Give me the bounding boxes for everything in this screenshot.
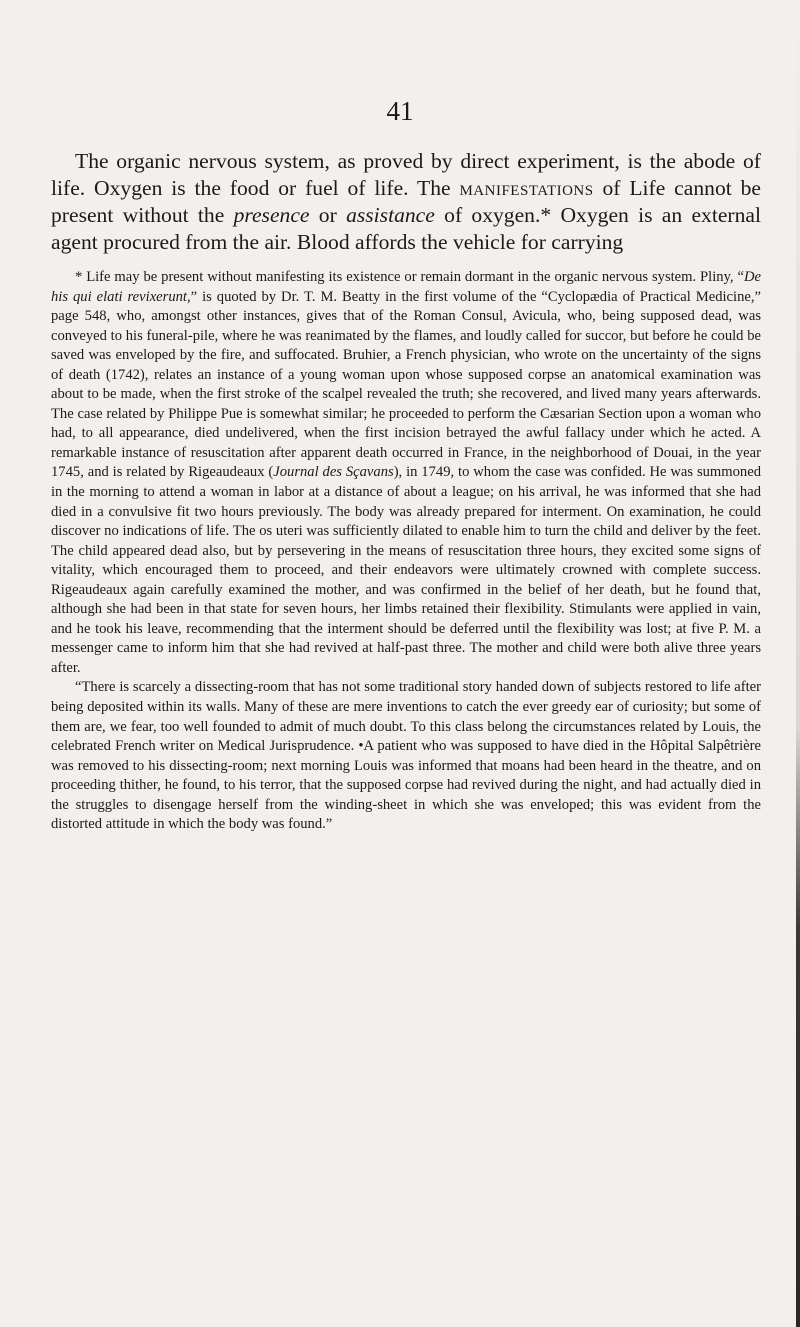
main-text: [51, 148, 761, 256]
footnote: [51, 268, 761, 835]
main-paragraph: [51, 148, 761, 256]
footnote-journal-title: Journal des Sçavans: [273, 464, 394, 481]
footnote-text-part-2: ” is quoted by Dr. T. M. Beatty in the first volume of the “Cyclopædia of Practical Medicine,” page 548, who, amongst other instances, gives that of the Roman Consul, Avicula, who, being supposed dead, was conveyed to his funeral-pile, where he was reanimated by the flames, and loudly called for succor, but before he could be saved was enveloped by the fire, and suffocated. Bruhier, a French physician, who wrote on the uncertainty of the signs of death (1742), relates an instance of a young woman upon whose supposed corpse an anatomical examination was about to be made, when the first stroke of the scalpel revealed the truth; she recovered, and lived many years afterwards. The case related by Philippe Pue is somewhat similar; he proceeded to perform the Cæsarian Section upon a woman who had, to all appearance, died undelivered, when the first incision betrayed the awful fallacy under which he acted. A remarkable instance of resuscitation after apparent death occurred in France, in the neighborhood of Douai, in the year 1745, and is related by Rigeaudeaux (: [51, 288, 761, 481]
page-number: 41: [386, 96, 414, 126]
footnote-paragraph-2: “There is scarcely a dissecting-room that has not some traditional story handed down of subjects restored to life after being deposited within its walls. Many of these are mere inventions to catch the ever greedy ear of curiosity; but some of them are, we fear, too well founded to admit of much doubt. To this class belong the circumstances related by Louis, the celebrated French writer on Medical Jurisprudence. •A patient who was supposed to have died in the Hôpital Salpêtrière was removed to his dissecting-room; next morning Louis was informed that moans had been heard in the theatre, and on proceeding thither, he found, to his terror, that the supposed corpse had revived during the night, and had actually died in the struggles to disengage herself from the winding-sheet in which she was enveloped; this was evident from the distorted attitude in which the body was found.”: [51, 679, 761, 833]
emphasis-assistance: assistance: [346, 203, 435, 227]
emphasis-presence: presence: [233, 203, 310, 227]
main-text-part-4: of oxygen.* Oxygen is an external agent procured from the air. Blood affords the vehicle for carrying: [51, 203, 761, 254]
footnote-text-part-1: * Life may be present without manifesting its existence or remain dormant in the organic nervous system. Pliny, “: [75, 269, 744, 285]
main-text-part-1: The organic nervous system, as proved by direct experiment, is the abode of life. Oxygen is the food or fuel of life. The: [51, 149, 761, 200]
emphasis-manifestations: manifestations: [459, 176, 594, 200]
page-edge-shadow: [796, 0, 800, 1327]
main-text-part-3: or: [309, 203, 347, 227]
footnote-text-part-3: ), in 1749, to whom the case was confided. He was summoned in the morning to attend a woman in labor at a distance of about a league; on his arrival, he was informed that she had died in a convulsive fit two hours previously. The body was already prepared for interment. On examination, he could discover no indications of life. The os uteri was sufficiently dilated to enable him to turn the child and deliver by the feet. The child appeared dead also, but by persevering in the means of resuscitation three hours, they excited some signs of vitality, which encouraged them to proceed, and their endeavors were ultimately crowned with complete success. Rigeaudeaux again carefully examined the mother, and was confirmed in the belief of her death, but he found that, although she had been in that state for seven hours, her limbs retained their flexibility. Stimulants were applied in vain, and he took his leave, recommending that the interment should be deferred until the flexibility was lost; at five P. M. a messenger came to inform him that she had revived at half-past three. The mother and child were both alive three years after.: [51, 464, 761, 676]
main-text-part-2: of Life cannot be present without the: [51, 176, 761, 227]
footnote-paragraph-1: [51, 268, 761, 678]
footnote-latin-quote: De his qui elati revixerunt,: [51, 269, 761, 305]
